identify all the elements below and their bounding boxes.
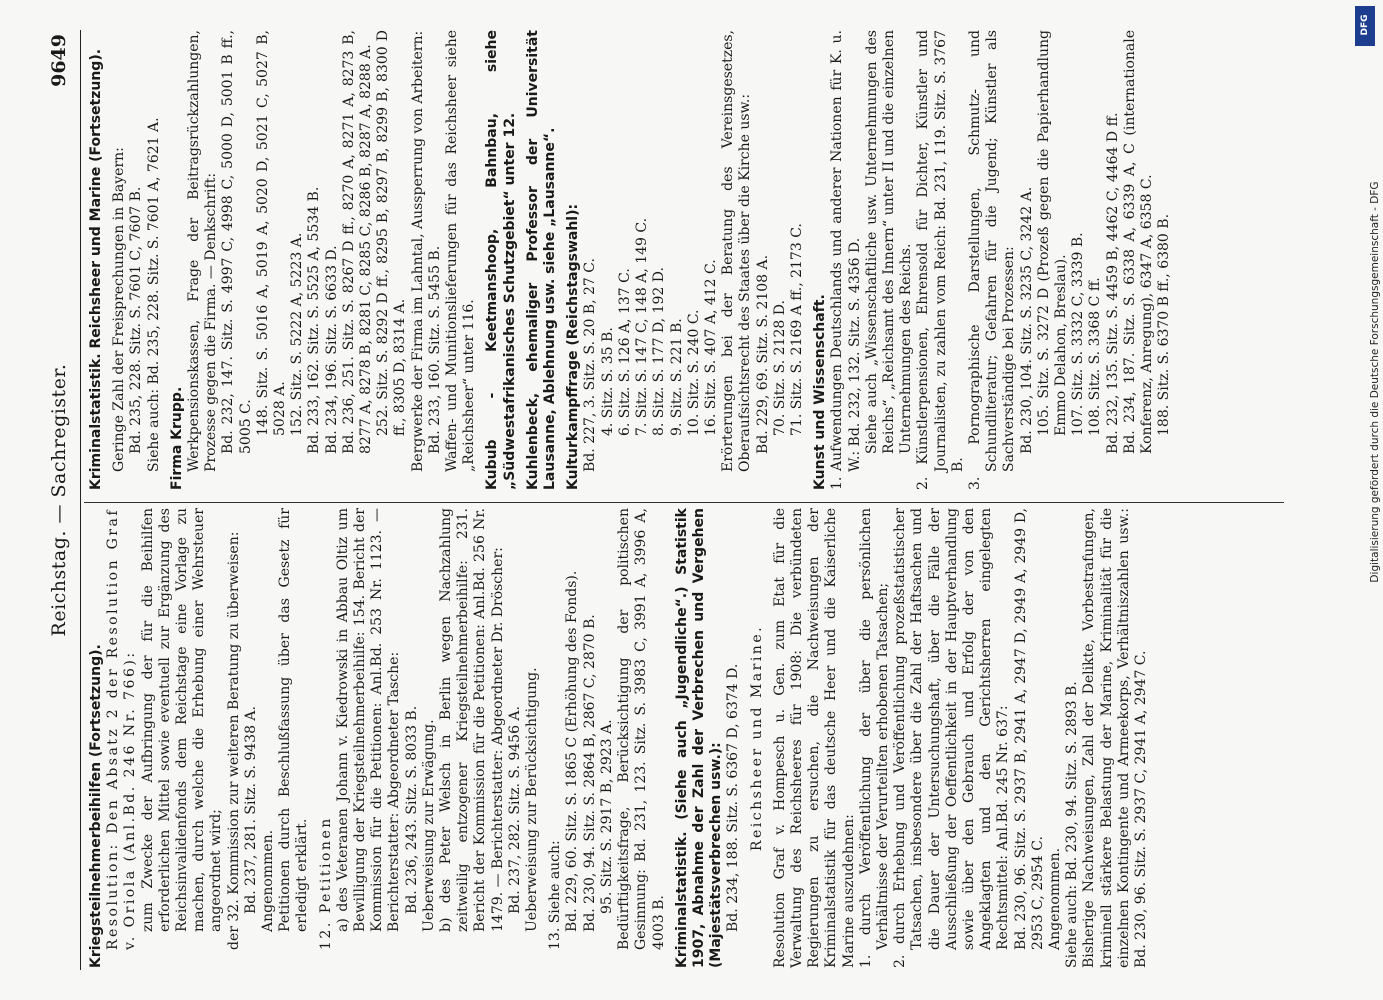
entry-heading: Kunst und Wissenschaft. [812, 294, 829, 490]
index-line: 148. Sitz. S. 5016 A, 5019 A, 5020 D, 5021 C, 5027 B, 5028 A. [254, 30, 289, 436]
subheading: Reichsheer und Marine. [748, 624, 765, 852]
index-line: Ueberweisung zur Erwägung. [420, 719, 437, 932]
index-line: Bd. 232, 135. Sitz. S. 4459 B, 4462 C, 4464 D ff. [1104, 112, 1121, 454]
index-line: 1. durch Veröffentlichung der über die persönlichen Verhältnisse der Verurteilten erhobenen Tatsachen; [857, 508, 891, 968]
index-line: Bd. 233, 160. Sitz. S. 5455 B. [426, 245, 443, 454]
index-line: Erörterungen bei der Beratung des Vereinsgesetzes, Oberaufsichtsrecht des Staates über die Kirche usw.: [720, 30, 754, 472]
index-line: Siehe auch: Bd. 235, 228. Sitz. S. 7601 A, 7621 A. [145, 117, 162, 472]
index-line: Waffen- und Munitionslieferungen für das Reichsheer siehe „Reichsheer“ unter 116. [444, 30, 478, 472]
index-line: 16. Sitz. S. 407 A, 412 C. [702, 259, 719, 436]
index-line: Petitionen durch Beschlußfassung über das Gesetz für erledigt erklärt. [277, 508, 311, 932]
index-line: 152. Sitz. S. 5222 A, 5223 A. [289, 232, 306, 436]
index-line: 3. Pornographische Darstellungen, Schmutz- und Schundliteratur; Gefahren für die Jugend; Künstler als Sachverständige bei Prozessen: [966, 30, 1018, 490]
dfg-watermark [1355, 6, 1381, 996]
entry-heading: Kriminalstatistik. Reichsheer und Marine (Fortsetzung). [88, 48, 104, 490]
index-line: Resolution: Den Absatz 2 der Resolution Graf v. Oriola (Anl.Bd. 246 Nr. 766): [105, 508, 139, 950]
entry-heading: Kriminalstatistik. (Siehe auch „Jugendliche“.) Statistik 1907, Abnahme der Zahl der Verbrechen und Vergehen (Majestätsverbrechen usw.): [673, 508, 725, 968]
running-header [48, 30, 78, 970]
index-line: Bd. 234, 187. Sitz. S. 6338 A, 6339 A, C (internationale Konferenz, Anregung), 6347 A, 6358 C. [1121, 30, 1155, 454]
index-line: Bd. 230, 94. Sitz. S. 2864 B, 2867 C, 2870 B. [581, 614, 598, 932]
index-line: Bd. 232, 147. Sitz. S. 4997 C, 4998 C, 5000 D, 5001 B ff., 5005 C. [220, 30, 254, 454]
index-line: Bd. 227, 3. Sitz. S. 20 B, 27 C. [582, 258, 599, 472]
index-line: 188. Sitz. S. 6370 B ff., 6380 B. [1156, 213, 1173, 436]
entry-heading: Kuhlenbeck, ehemaliger Professor der Universität Lausanne, Ablehnung usw. siehe „Lausanne“. [524, 30, 559, 490]
index-line: 2. durch Erhebung und Veröffentlichung prozeßstatistischer Tatsachen, insbesondere über die Zahl der Haftsachen und die Dauer der Untersuchungshaft, über die Fälle der Ausschließung der Oeffentlichkeit in der Hauptverhandlung sowie über den Gebrauch und Erfolg der von den Angeklagten und den Gerichtsherren eingelegten Rechtsmittel: Anl.Bd. 245 Nr. 637: [892, 508, 1012, 968]
index-line: a) des Veteranen Johann v. Kiedrowski in Abbau Oltiz um Bewilligung der Kriegsteilnehmerbeihilfe: 154. Bericht der Kommission für die Petitionen: Anl.Bd. 253 Nr. 1123. — Berichterstatter: Abgeordneter Tasche: [334, 508, 403, 932]
index-line: Siehe auch „Wissenschaftliche usw. Unternehmungen des Reichs“, „Reichsamt des Innern“ unter II und die einzelnen Unternehmungen des Reichs. [863, 30, 915, 454]
index-line: 7. Sitz. S. 147 C, 148 A, 149 C. [634, 217, 651, 436]
index-line: Bd. 234, 196. Sitz. S. 6633 D. [323, 245, 340, 454]
index-line: der 32. Kommission zur weiteren Beratung zu überweisen: [225, 531, 242, 950]
dfg-notice: Digitalisierung gefördert durch die Deutsche Forschungsgemeinschaft - DFG [1369, 181, 1381, 583]
entry-heading: Firma Krupp. [168, 386, 185, 490]
left-column [88, 508, 1150, 968]
index-line: Bd. 236, 251. Sitz. S. 8267 D ff., 8270 A, 8271 A, 8273 B, 8277 A, 8278 B, 8281 C, 8285 C, 8286 B, 8287 A, 8288 A. [340, 30, 375, 454]
header-title: Reichstag. — Sachregister. [48, 363, 70, 637]
index-line: 108. Sitz. S. 3368 C ff. [1087, 277, 1104, 436]
index-line: Angenommen. [260, 829, 277, 932]
index-line: Bd. 237, 281. Sitz. S. 9438 A. [242, 706, 259, 914]
index-line: Bd. 230, 104. Sitz. S. 3235 C, 3242 A. [1018, 186, 1035, 454]
index-line: 70. Sitz. S. 2128 D. [771, 300, 788, 436]
index-line: Bd. 229, 69. Sitz. S. 2108 A. [754, 254, 771, 454]
page-number: 9649 [48, 34, 70, 87]
index-line: 9. Sitz. S. 221 B. [668, 318, 685, 436]
header-rule [80, 30, 81, 970]
index-line: 95. Sitz. S. 2917 B, 2923 A. [598, 719, 615, 914]
column-divider [84, 502, 1284, 503]
index-line: Bd. 233, 162. Sitz. S. 5525 A, 5534 B. [306, 186, 323, 454]
index-line: Siehe auch: Bd. 230, 94. Sitz. S. 2893 B. [1064, 681, 1081, 968]
index-line: zum Zwecke der Aufbringung der für die Beihilfen erforderlichen Mittel sowie eventuell zur Ergänzung des Reichsinvalidenfonds dem Reichstage eine Vorlage zu machen, durch welche die Erhebung einer Wehrsteuer angeordnet wird; [139, 508, 225, 932]
index-line: 105. Sitz. S. 3272 D (Prozeß gegen die Papierhandlung Emmo Delahon, Breslau). [1035, 30, 1069, 436]
index-line: 4. Sitz. S. 35 B. [599, 327, 616, 436]
entry-heading: Kulturkampffrage (Reichstagswahl): [565, 203, 582, 490]
index-line: Bd. 235, 228. Sitz. S. 7601 C, 7607 B. [128, 186, 145, 454]
index-line: Werkpensionskassen, Frage der Beitragsrückzahlungen, Prozesse gegen die Firma. — Denkschrift: [186, 30, 220, 472]
index-line: Angenommen. [1046, 847, 1063, 950]
index-line: 13. Siehe auch: [547, 840, 564, 950]
entry-heading: Kubub - Keetmanshoop, Bahnbau, siehe „Südwestafrikanisches Schutzgebiet“ unter 12. [484, 30, 518, 490]
index-line: Bd. 230, 96. Sitz. S. 2937 B, 2941 A, 2947 D, 2949 A, 2949 D, 2953 C, 2954 C. [1012, 508, 1046, 950]
index-line: Bergwerke der Firma im Lahntal, Aussperrung von Arbeitern: [409, 30, 426, 472]
index-line: Bedürftigkeitsfrage, Berücksichtigung der politischen Gesinnung: Bd. 231, 123. Sitz. S. 3983 C, 3991 A, 3996 A, 4003 B. [616, 508, 667, 950]
entry-heading: Kriegsteilnehmerbeihilfen (Fortsetzung). [88, 644, 104, 968]
index-line: Bd. 234, 188. Sitz. S. 6367 D, 6374 D. [725, 663, 742, 932]
index-line: 71. Sitz. S. 2169 A ff., 2173 C. [788, 223, 805, 436]
index-line: Bd. 237, 282. Sitz. S. 9456 A. [506, 706, 523, 914]
index-line: 2. Künstlerpensionen, Ehrensold für Dichter, Künstler und Journalisten, zu zahlen vom Reich: Bd. 231, 119. Sitz. S. 3767 B. [915, 30, 966, 490]
index-line: Bisherige Nachweisungen, Zahl der Delikte, Vorbestrafungen, kriminell stärkere Belastung der Marine, Kriminalität für die einzelnen Kontingente und Armeekorps, Verhältniszahlen usw.: Bd. 230, 96. Sitz. S. 2937 C, 2941 A, 2947 C. [1081, 508, 1149, 968]
index-line: 10. Sitz. S. 240 C. [685, 309, 702, 436]
index-line: Resolution Graf v. Hompesch u. Gen. zum Etat für die Verwaltung des Reichsheeres für 1908: Die verbündeten Regierungen zu ersuchen, die Nachweisungen der Kriminalstatistik für das deutsche Heer und die Kaiserliche Marine auszudehnen: [771, 508, 857, 968]
dfg-logo-text: DFG [1360, 14, 1370, 36]
index-line: 1. Aufwendungen Deutschlands und anderer Nationen für K. u. W.: Bd. 232, 132. Sitz. S. 4356 D. [829, 30, 863, 490]
index-line: 8. Sitz. S. 177 D, 192 D. [651, 267, 668, 436]
index-line: 107. Sitz. S. 3332 C, 3339 B. [1070, 232, 1087, 436]
index-line: 12. Petitionen [317, 816, 334, 950]
index-line: Bd. 236, 243. Sitz. S. 8033 B. [403, 705, 420, 914]
index-line: Ueberweisung zur Berücksichtigung. [524, 667, 541, 932]
index-line: b) des Peter Welsch in Berlin wegen Nachzahlung zeitweilig entzogener Kriegsteilnehmerbeihilfe: 231. Bericht der Kommission für die Petitionen: Anl.Bd. 256 Nr. 1479. — Berichterstatter: Abgeordneter Dr. Dröscher: [438, 508, 506, 932]
right-column [88, 30, 1173, 490]
index-line: 252. Sitz. S. 8292 D ff., 8295 B, 8297 B, 8299 B, 8300 D ff., 8305 D, 8314 A. [375, 30, 409, 436]
index-line: 6. Sitz. S. 126 A, 137 C. [616, 268, 633, 436]
index-line: Geringe Zahl der Freisprechungen in Bayern: [111, 147, 128, 472]
index-line: Bd. 229, 60. Sitz. S. 1865 C (Erhöhung des Fonds). [564, 570, 581, 932]
